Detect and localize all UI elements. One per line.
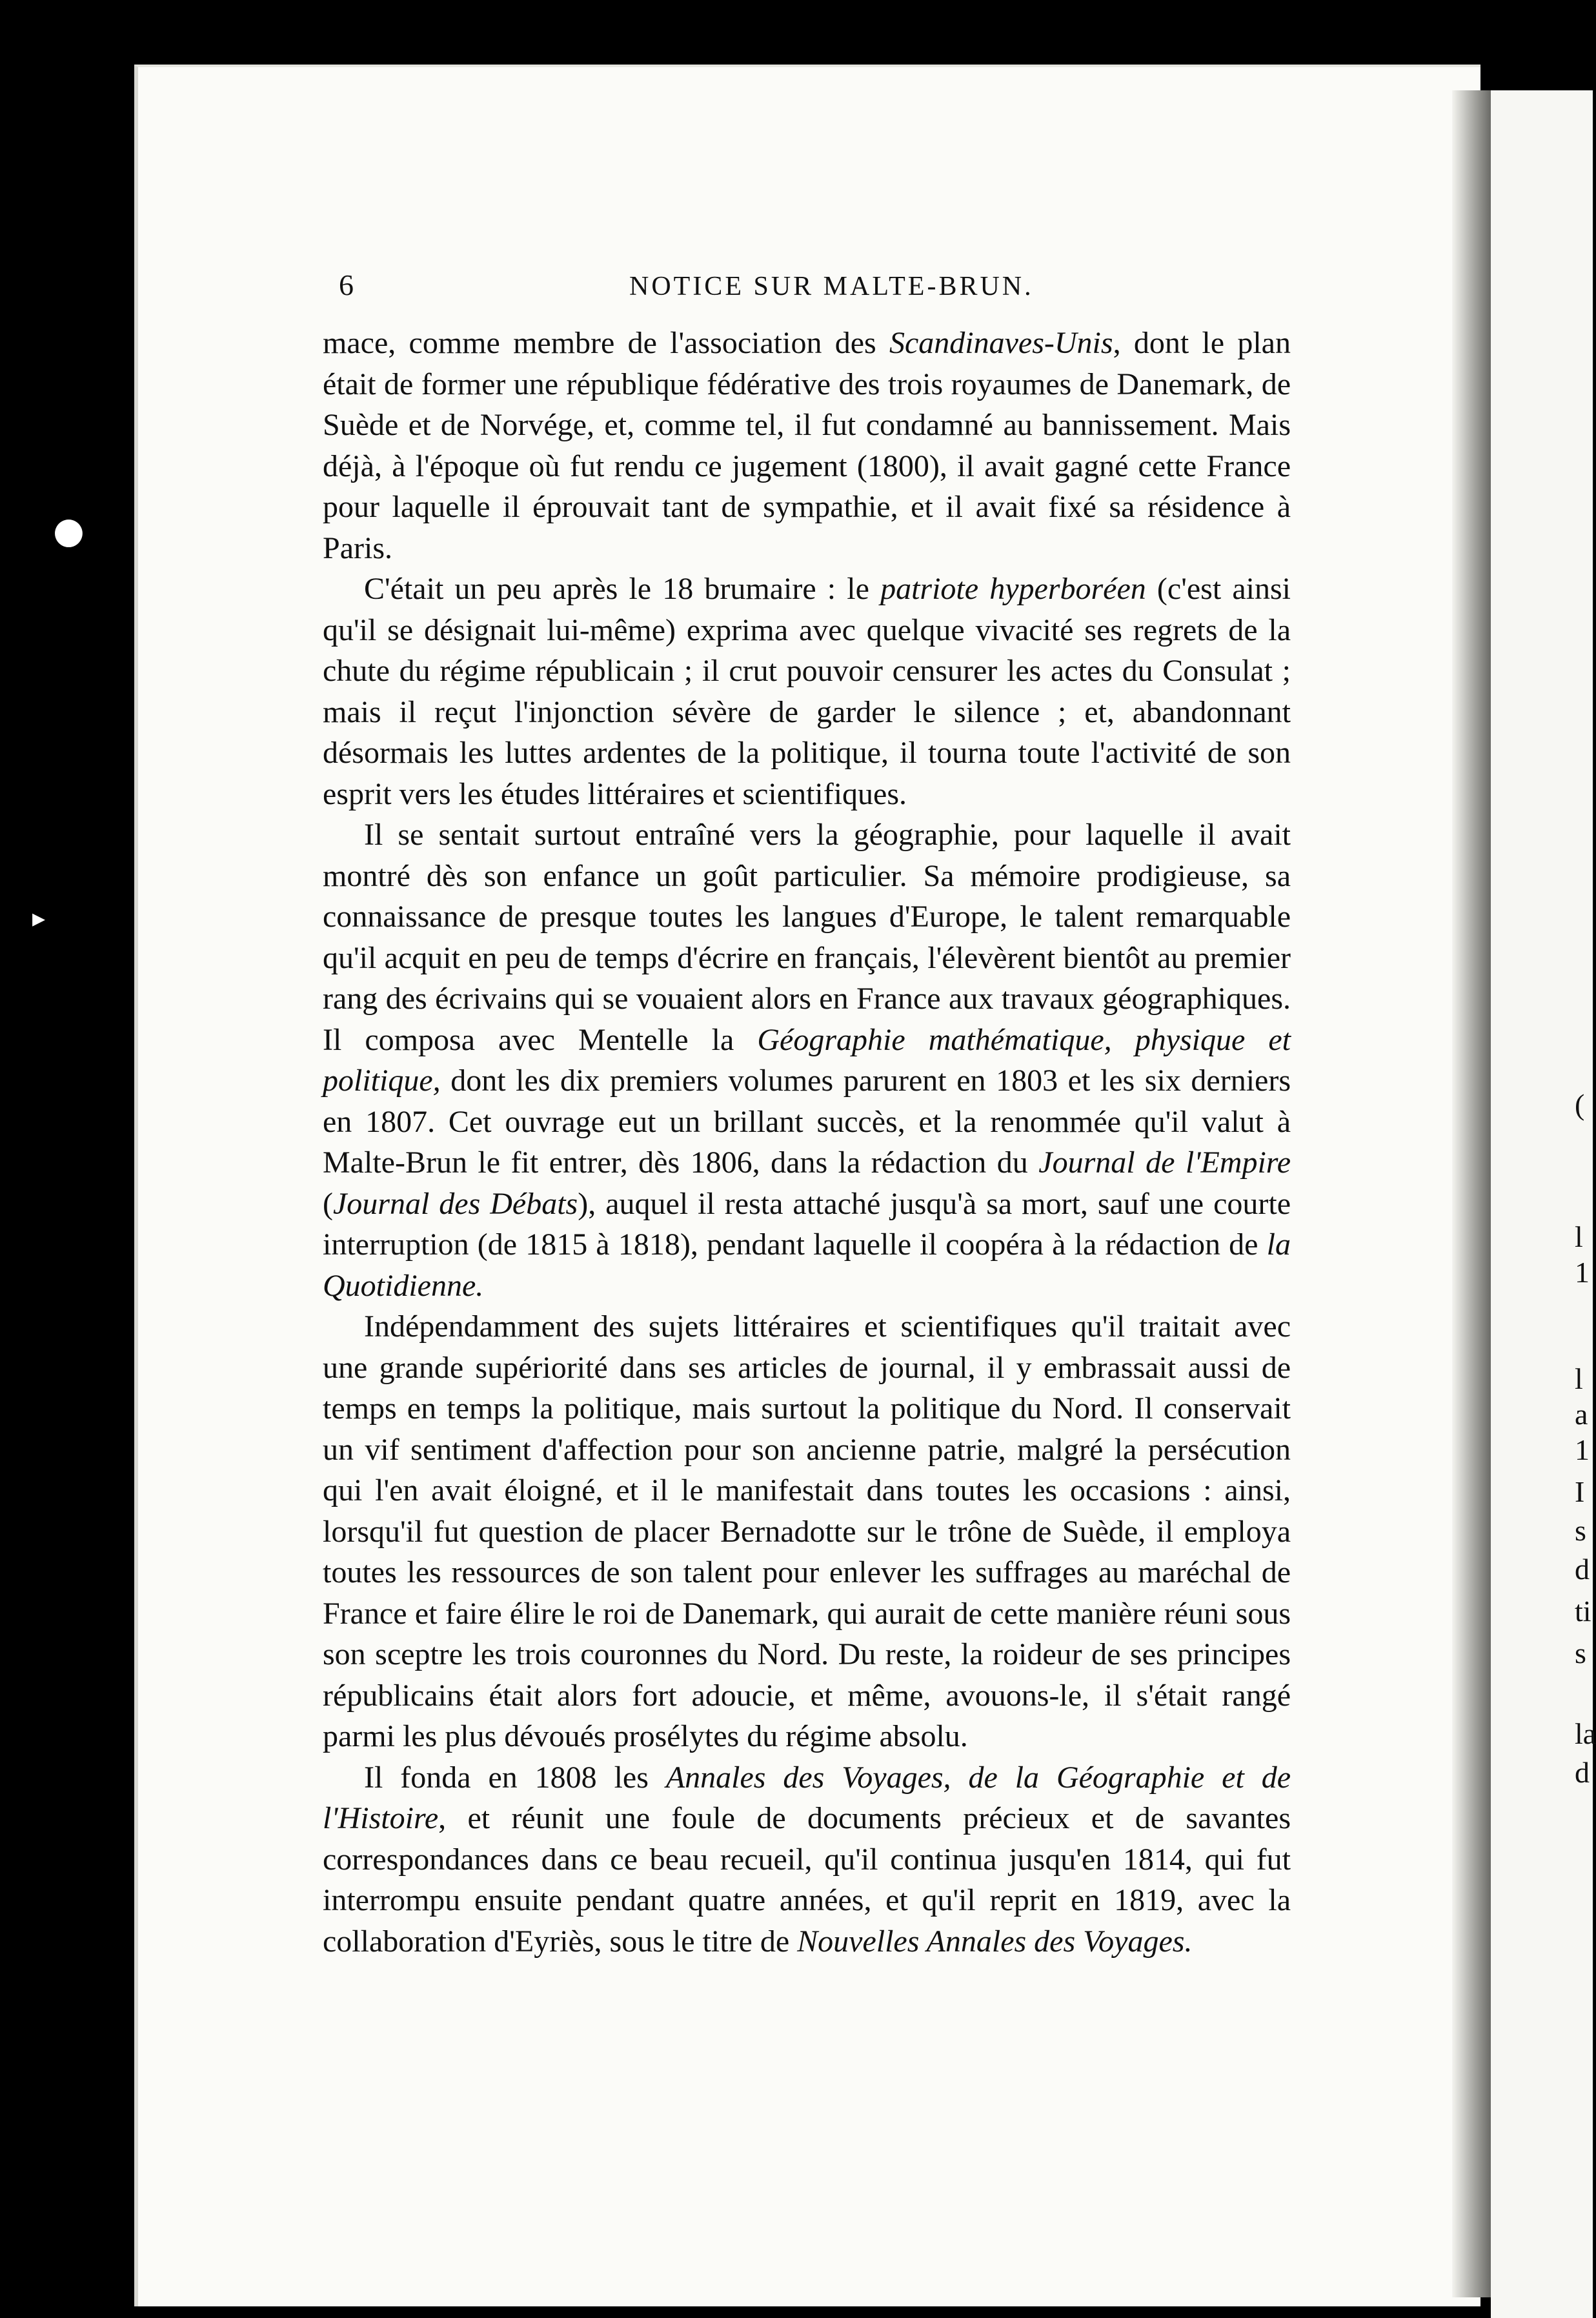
text-run: Il se sentait surtout entraîné vers la géographie, pour laquelle il avait montré dès son enfance un goût particulier. Sa mémoire prodigieuse, sa connaissance de presque toutes les langues d'Europe, le talent remarquable qu'il acquit en peu de temps d'écrire en français, l'élevèrent bientôt au premier rang des écrivains qui se vouaient alors en France aux travaux géographiques. Il composa avec Mentelle la bbox=[323, 818, 1291, 1057]
facing-page-fragment: s bbox=[1575, 1637, 1586, 1669]
facing-page-edge bbox=[1491, 90, 1596, 2318]
facing-page-fragment: s bbox=[1575, 1514, 1586, 1547]
italic-text: Annales des Voyages, de la Géographie et de l'Histoire bbox=[323, 1760, 1291, 1835]
facing-page-fragment: ( bbox=[1575, 1088, 1585, 1121]
text-run: , et réunit une foule de documents précieux et de savantes correspondances dans ce beau recueil, qu'il continua jusqu'en 1814, qui fut interrompu ensuite pendant quatre années, et qu'il reprit en 1819, avec la collaboration d'Eyriès, sous le titre de bbox=[323, 1801, 1291, 1959]
facing-page-fragment: 1 bbox=[1575, 1433, 1590, 1466]
paragraph bbox=[323, 1306, 1291, 1757]
italic-text: Journal des Débats bbox=[332, 1186, 578, 1221]
facing-page-fragment: a bbox=[1575, 1398, 1588, 1431]
facing-page-fragment: d bbox=[1575, 1756, 1590, 1789]
facing-page-fragment: 1 bbox=[1575, 1256, 1590, 1289]
paragraph bbox=[323, 1757, 1291, 1962]
text-run: dont les dix premiers volumes parurent en 1803 et les six derniers en 1807. Cet ouvrage eut un brillant succès, et la renommée qu'il valut à Malte-Brun le fit entrer, dès 1806, dans la rédaction du bbox=[323, 1063, 1291, 1180]
text-run: ), auquel il resta attaché jusqu'à sa mort, sauf une courte interruption (de 1815 à 1818), pendant laquelle il coopéra à la rédaction de bbox=[323, 1186, 1291, 1262]
facing-page-fragment: l bbox=[1575, 1362, 1583, 1395]
italic-text: Nouvelles Annales des Voyages. bbox=[797, 1924, 1193, 1959]
facing-page-fragment: l bbox=[1575, 1220, 1583, 1253]
scan-speck: ● bbox=[53, 510, 85, 552]
text-run: C'était un peu après le 18 brumaire : le bbox=[364, 572, 881, 606]
text-run: mace, comme membre de l'association des bbox=[323, 326, 889, 360]
facing-page-fragment: d bbox=[1575, 1553, 1590, 1586]
facing-page-fragment: la bbox=[1575, 1717, 1596, 1750]
running-head: NOTICE SUR MALTE-BRUN. bbox=[629, 272, 1034, 301]
scan-speck: ▸ bbox=[32, 903, 46, 933]
italic-text: patriote hyperboréen bbox=[880, 572, 1146, 606]
facing-page-fragment: ti bbox=[1575, 1595, 1591, 1628]
page-header bbox=[339, 268, 1288, 307]
italic-text: Géographie mathématique, physique et politique, bbox=[323, 1022, 1291, 1098]
italic-text: la Quotidienne. bbox=[323, 1227, 1291, 1303]
paragraph bbox=[323, 814, 1291, 1306]
page-number: 6 bbox=[339, 268, 354, 301]
body-text bbox=[323, 323, 1291, 1962]
italic-text: Scandinaves-Unis bbox=[889, 326, 1113, 360]
text-run: Il fonda en 1808 les bbox=[364, 1760, 666, 1795]
italic-text: Journal de l'Empire bbox=[1038, 1145, 1291, 1180]
text-run: Indépendamment des sujets littéraires et scientifiques qu'il traitait avec une grande supériorité dans ses articles de journal, il y embrassait aussi de temps en temps la politique, mais surtout la politique du Nord. Il conservait un vif sentiment d'affection pour son ancienne patrie, malgré la persécution qui l'en avait éloigné, et il le manifestait dans toutes les occasions : ainsi, lorsqu'il fut question de placer Bernadotte sur le trône de Suède, il employa toutes les ressources de son talent pour enlever les suffrages au maréchal de France et faire élire le roi de Danemark, qui aurait de cette manière réuni sous son sceptre les trois couronnes du Nord. Du reste, la roideur de ses principes républicains était alors fort adoucie, et même, avouons-le, il s'était rangé parmi les plus dévoués prosélytes du régime absolu. bbox=[323, 1309, 1291, 1753]
facing-page-fragment: I bbox=[1575, 1475, 1585, 1508]
paragraph bbox=[323, 323, 1291, 569]
paragraph bbox=[323, 569, 1291, 814]
page-gutter-shadow bbox=[1452, 90, 1491, 2297]
text-run: ( bbox=[323, 1186, 333, 1221]
text-run: , dont le plan était de former une république fédérative des trois royaumes de Danemark, de Suède et de Norvége, et, comme tel, il fut condamné au bannissement. Mais déjà, à l'époque où fut rendu ce jugement (1800), il avait gagné cette France pour laquelle il éprouvait tant de sympathie, et il avait fixé sa résidence à Paris. bbox=[323, 326, 1291, 565]
text-run: (c'est ainsi qu'il se désignait lui-même) exprima avec quelque vivacité ses regrets de la chute du régime républicain ; il crut pouvoir censurer les actes du Consulat ; mais il reçut l'injonction sévère de garder le silence ; et, abandonnant désormais les luttes ardentes de la politique, il tourna toute l'activité de son esprit vers les études littéraires et scientifiques. bbox=[323, 572, 1291, 811]
